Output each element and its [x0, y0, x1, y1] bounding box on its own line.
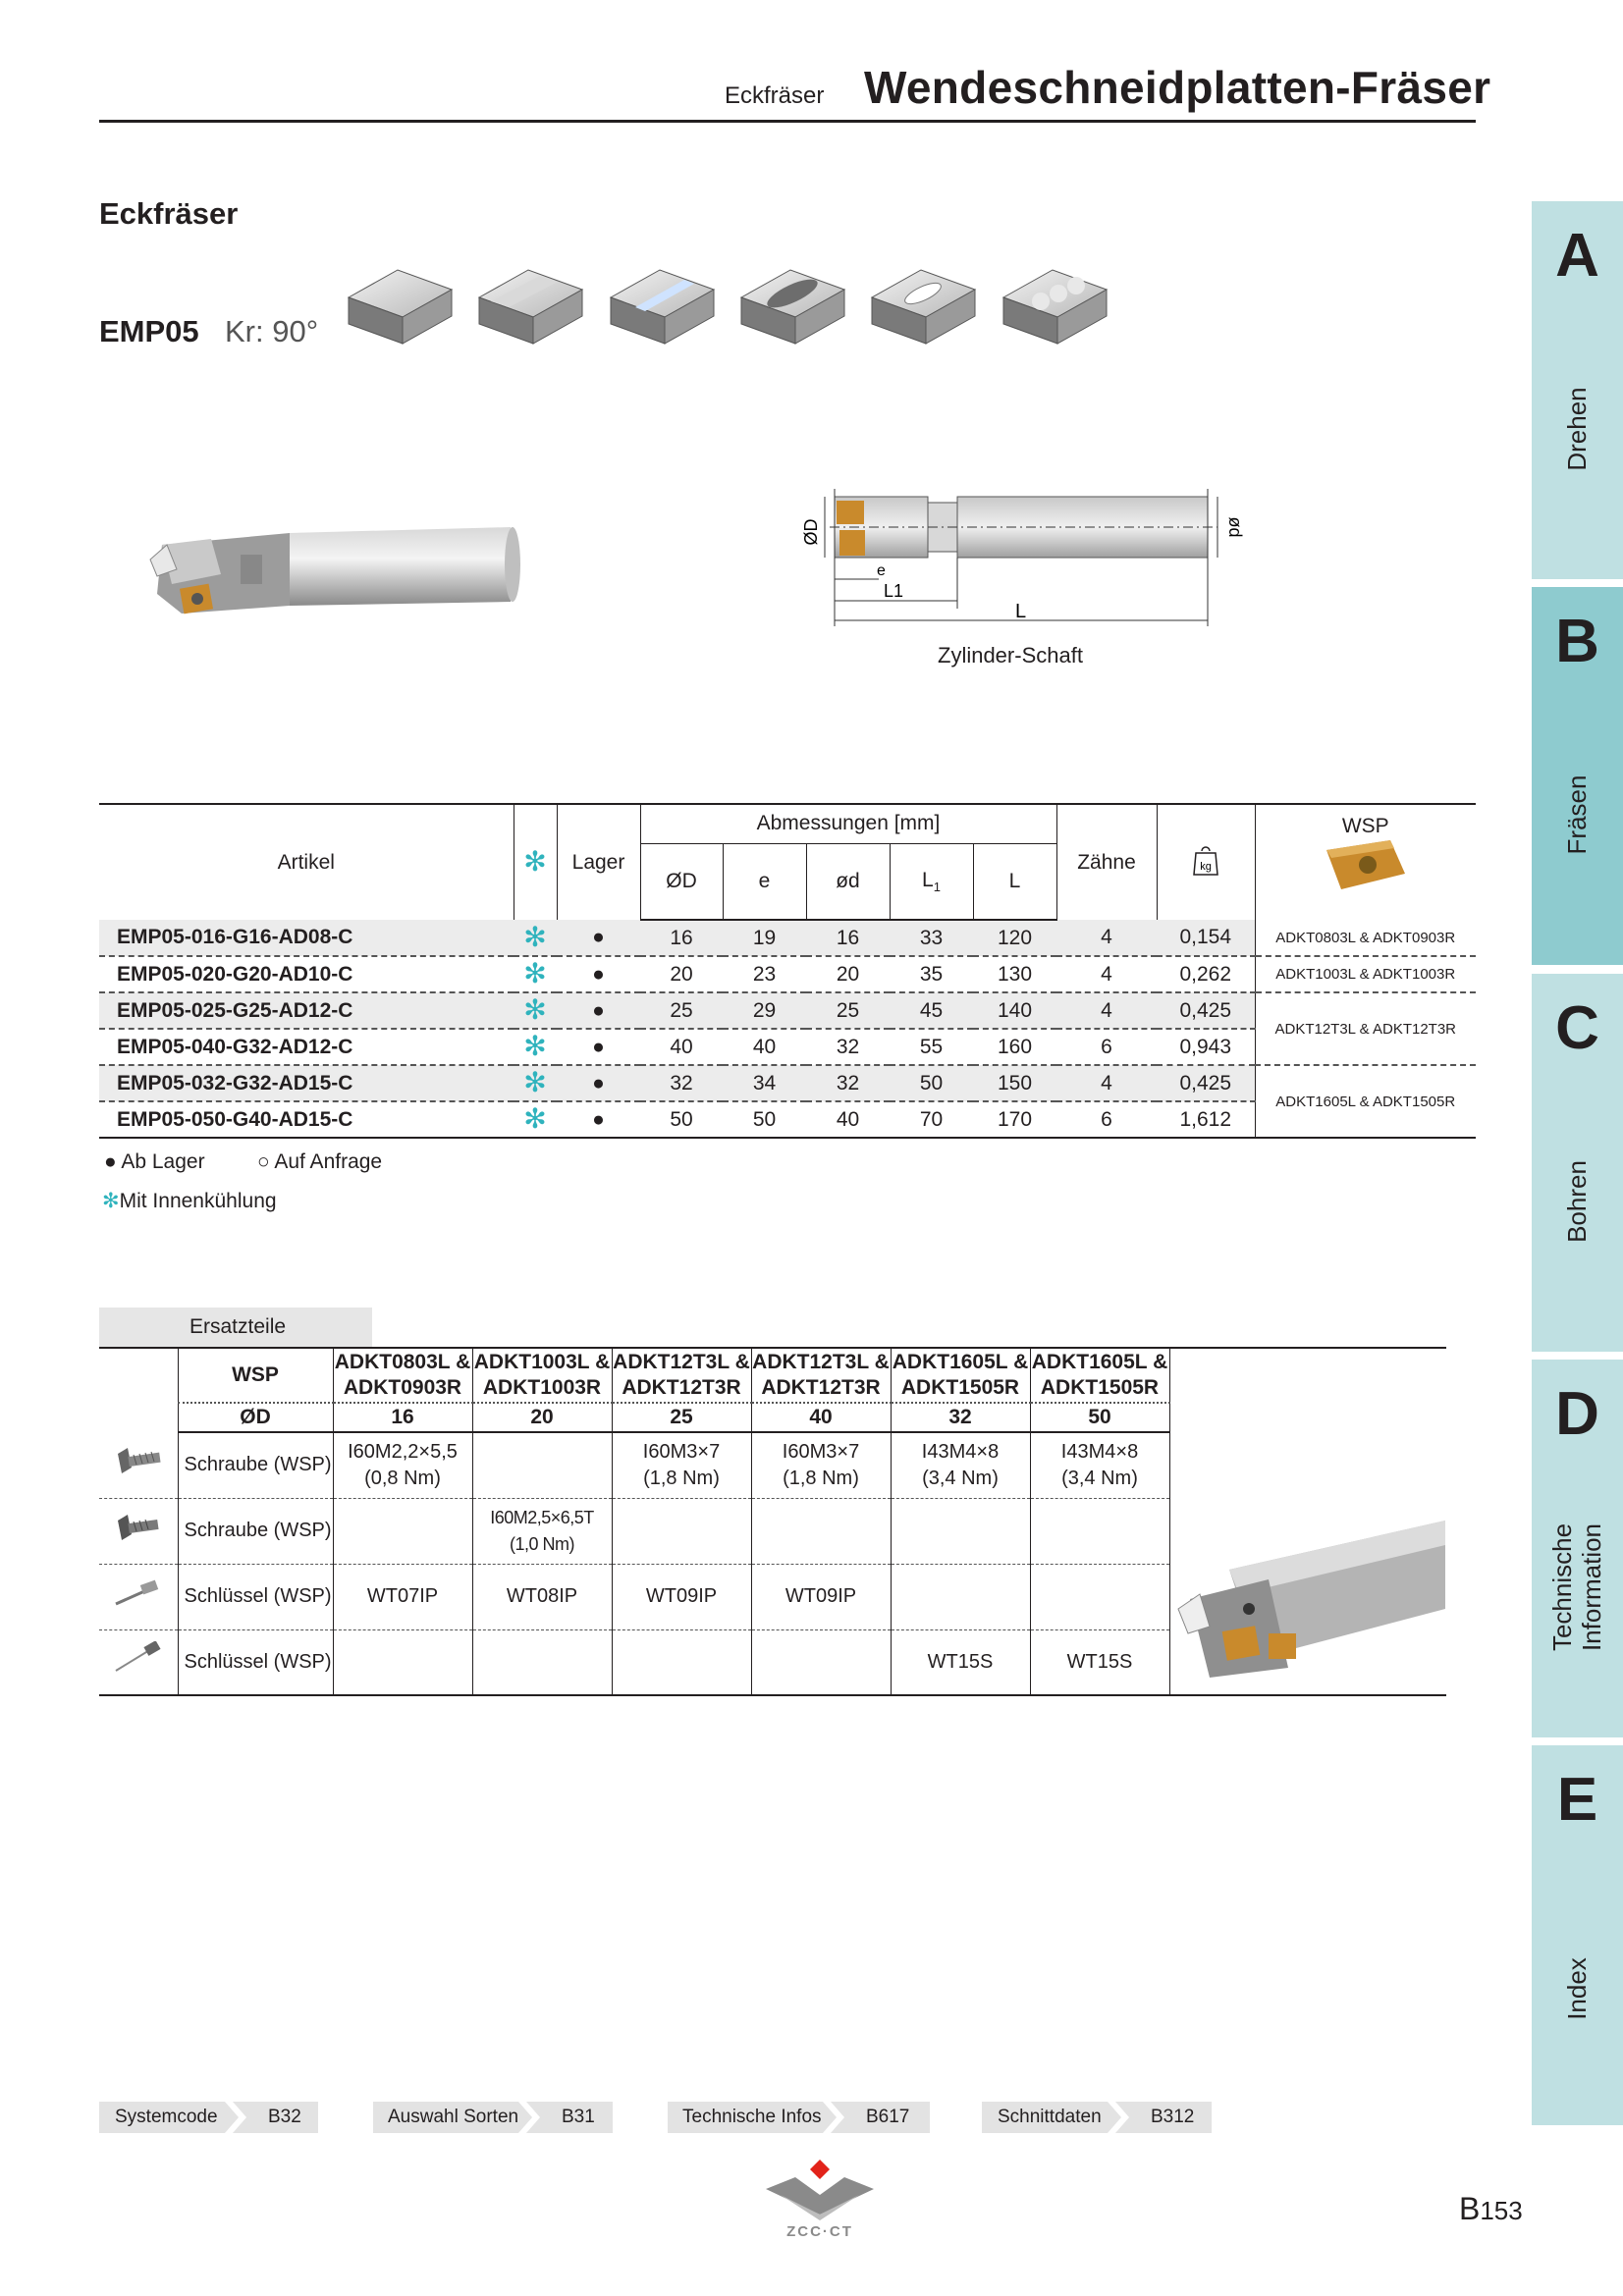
- stock-dot: ●: [557, 1101, 640, 1138]
- page-number: B153: [1459, 2191, 1523, 2226]
- table-row: EMP05-050-G40-AD15-C ✻ ● 50 50 40 70 170 6 1,612: [99, 1101, 1476, 1138]
- article-code: EMP05-032-G32-AD15-C: [99, 1065, 514, 1101]
- page-title: Wendeschneidplatten-Fräser: [864, 62, 1491, 113]
- slot-milling-icon: [611, 270, 714, 344]
- header-L: L: [973, 843, 1056, 920]
- spare-row: Schraube (WSP) I60M2,5×6,5T (1,0 Nm): [99, 1498, 1446, 1564]
- tab-d[interactable]: D Technische Information: [1532, 1360, 1623, 1737]
- tab-b[interactable]: B Fräsen: [1532, 587, 1623, 965]
- tab-label: Drehen: [1562, 387, 1592, 471]
- wsp-group: ADKT0803L & ADKT0903R: [1255, 920, 1476, 956]
- header-e: e: [723, 843, 806, 920]
- header-dimensions: Abmessungen [mm]: [640, 804, 1056, 843]
- coolant-icon: ✻: [523, 1067, 547, 1097]
- pocket-milling-icon: [741, 270, 844, 344]
- key-icon: [99, 1564, 178, 1629]
- coolant-icon: ✻: [523, 1031, 547, 1061]
- d-label: ØD: [178, 1403, 333, 1432]
- coolant-header-icon: ✻: [514, 804, 557, 920]
- table-row: EMP05-025-G25-AD12-C ✻ ● 25 29 25 45 140 4 0,425 ADKT12T3L & ADKT12T3R: [99, 992, 1476, 1029]
- coolant-icon: ✻: [523, 1103, 547, 1134]
- label-e: e: [877, 562, 886, 579]
- label-d: ød: [1225, 516, 1245, 538]
- article-code: EMP05-040-G32-AD12-C: [99, 1029, 514, 1065]
- header-article: Artikel: [99, 804, 514, 920]
- chevron-right-icon: [1108, 2102, 1129, 2133]
- helical-milling-icon: [1003, 270, 1107, 344]
- spare-row: Schlüssel (WSP) WT15S WT15S: [99, 1629, 1446, 1695]
- tab-label: Bohren: [1562, 1160, 1592, 1243]
- article-code: EMP05-025-G25-AD12-C: [99, 992, 514, 1029]
- legend-on-request: ○ Auf Anfrage: [257, 1150, 383, 1173]
- spare-row: Schlüssel (WSP) WT07IP WT08IP WT09IP WT09IP: [99, 1564, 1446, 1629]
- spare-parts-table: WSP ADKT0803L & ADKT0903R ADKT1003L & ADKT1003R ADKT12T3L & ADKT12T3R ADKT12T3L & ADKT12T3R ADKT1605L & ADKT1505R ADKT1605L & ADKT1505R ØD 16 20 25 40 32 50 Schraube (WSP) I60M2,2×5,5 (0,8 Nm) I60M3×7 (1,8 Nm) I60M3×7 (1,8 Nm) I43M4×8 (3,4 Nm) I43M4×8 (3,4 Nm) Schraube (WSP) I60M2,5×6,5T (1,0 Nm) Schlüssel (WSP) WT07IP WT08IP WT09IP WT09IP Schlüssel (WSP) WT15S WT15S: [99, 1347, 1446, 1696]
- article-code: EMP05-050-G40-AD15-C: [99, 1101, 514, 1138]
- wsp-label: WSP: [178, 1348, 333, 1403]
- application-icons: [344, 265, 1119, 353]
- header-d: ød: [806, 843, 890, 920]
- ramping-icon: [872, 270, 975, 344]
- shoulder-milling-icon: [349, 270, 452, 344]
- footer-link-auswahl-sorten[interactable]: Auswahl Sorten B31: [373, 2102, 613, 2133]
- coolant-icon: ✻: [523, 994, 547, 1025]
- svg-text:ZCC·CT: ZCC·CT: [786, 2223, 853, 2240]
- model-code: EMP05: [99, 314, 199, 348]
- header-stock: Lager: [557, 804, 640, 920]
- table-row: EMP05-032-G32-AD15-C ✻ ● 32 34 32 50 150 4 0,425 ADKT1605L & ADKT1505R: [99, 1065, 1476, 1101]
- product-table: [99, 803, 1476, 1139]
- screw-icon: [99, 1432, 178, 1498]
- coolant-icon: ✻: [523, 921, 547, 952]
- footer-link-schnittdaten[interactable]: Schnittdaten B312: [982, 2102, 1212, 2133]
- spare-parts-title: Ersatzteile: [99, 1308, 372, 1347]
- legend-coolant: ✻Mit Innenkühlung: [102, 1190, 277, 1212]
- model-kr: Kr: 90°: [225, 314, 319, 348]
- svg-text:kg: kg: [1200, 860, 1212, 873]
- screw-icon: [99, 1498, 178, 1564]
- stock-dot: ●: [557, 1029, 640, 1065]
- table-row: EMP05-040-G32-AD12-C ✻ ● 40 40 32 55 160 6 0,943: [99, 1029, 1476, 1065]
- footer-link-systemcode[interactable]: Systemcode B32: [99, 2102, 318, 2133]
- wrench-icon: [99, 1629, 178, 1695]
- stock-dot: ●: [557, 992, 640, 1029]
- company-logo: [761, 2160, 879, 2240]
- header-D: ØD: [640, 843, 723, 920]
- stock-dot: ●: [557, 1065, 640, 1101]
- table-row: EMP05-016-G16-AD08-C ✻ ● 16 19 16 33 120 4 0,154 ADKT0803L & ADKT0903R: [99, 920, 1476, 956]
- chevron-right-icon: [518, 2102, 540, 2133]
- header-wsp: WSP: [1255, 804, 1476, 920]
- article-code: EMP05-020-G20-AD10-C: [99, 956, 514, 992]
- stock-dot: ●: [557, 920, 640, 956]
- dimension-drawing: [785, 481, 1247, 638]
- label-L1: L1: [884, 581, 904, 601]
- tab-c[interactable]: C Bohren: [1532, 974, 1623, 1352]
- tab-a[interactable]: A Drehen: [1532, 201, 1623, 579]
- tool-photo: [142, 515, 520, 623]
- table-row: EMP05-020-G20-AD10-C ✻ ● 20 23 20 35 130 4 0,262 ADKT1003L & ADKT1003R: [99, 956, 1476, 992]
- header-teeth: Zähne: [1056, 804, 1157, 920]
- header-rule: [99, 120, 1476, 123]
- stock-dot: ●: [557, 956, 640, 992]
- label-L: L: [1015, 601, 1027, 622]
- wsp-group: ADKT12T3L & ADKT12T3R: [1255, 992, 1476, 1065]
- section-title: Eckfräser: [99, 196, 239, 231]
- step-milling-icon: [479, 270, 582, 344]
- tab-label: Fräsen: [1562, 774, 1592, 855]
- coolant-icon: ✻: [523, 958, 547, 988]
- tab-e[interactable]: E Index: [1532, 1745, 1623, 2125]
- tab-label: Index: [1562, 1957, 1592, 2020]
- header-category: Eckfräser: [725, 82, 825, 109]
- wsp-group: ADKT1003L & ADKT1003R: [1255, 956, 1476, 992]
- weight-icon: [1157, 804, 1255, 920]
- chevron-right-icon: [823, 2102, 844, 2133]
- tab-label: Technische Information: [1547, 1522, 1606, 1652]
- footer-link-technische-infos[interactable]: Technische Infos B617: [668, 2102, 930, 2133]
- insert-icon: [1322, 838, 1410, 893]
- wsp-group: ADKT1605L & ADKT1505R: [1255, 1065, 1476, 1138]
- drawing-caption: Zylinder-Schaft: [938, 643, 1083, 667]
- chevron-right-icon: [225, 2102, 246, 2133]
- tool-photo-2: [1169, 1348, 1446, 1695]
- header-L1: $L_1$: [890, 843, 973, 920]
- legend-in-stock: ● Ab Lager: [104, 1150, 205, 1173]
- label-D: ØD: [801, 518, 821, 546]
- spare-row: Schraube (WSP) I60M2,2×5,5 (0,8 Nm) I60M3×7 (1,8 Nm) I60M3×7 (1,8 Nm) I43M4×8 (3,4 Nm) I43M4×8 (3,4 Nm): [99, 1432, 1446, 1498]
- article-code: EMP05-016-G16-AD08-C: [99, 920, 514, 956]
